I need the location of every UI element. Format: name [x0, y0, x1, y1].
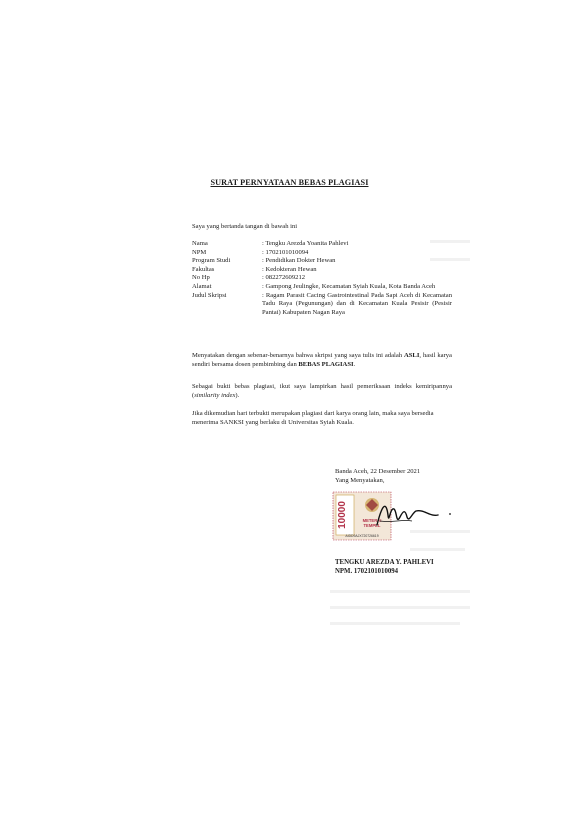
- identity-fields: [192, 240, 452, 317]
- field-row-alamat: [192, 283, 452, 292]
- field-label: Alamat: [192, 282, 212, 290]
- stamp-line2: TEMPEL: [363, 523, 381, 528]
- stamp-serial: AIDD9AJX720726619: [345, 534, 379, 538]
- evidence-paragraph: [192, 383, 452, 401]
- document-title: SURAT PERNYATAAN BEBAS PLAGIASI: [210, 178, 369, 187]
- field-label: Program Studi: [192, 257, 231, 265]
- evidence-text-end: ).: [235, 391, 240, 399]
- field-value: : 082272609212: [262, 274, 306, 282]
- statement-paragraph: [192, 352, 452, 370]
- field-value: : Ragam Parasit Cacing Gastrointestinal Pada Sapi Aceh di Kecamatan Tadu Raya (Pegunungan) dan di Kecamatan Kuala Pesisir (Pesisir Pantai) Kabupaten Nagan Raya: [262, 291, 452, 316]
- field-row-npm: [192, 249, 452, 258]
- sanction-paragraph: Jika dikemudian hari terbukti merupakan plagiasi dari karya orang lain, maka saya bersedia menerima SANKSI yang berlaku di Universitas Syiah Kuala.: [192, 410, 434, 426]
- field-label: Nama: [192, 240, 208, 247]
- field-value: : Kedokteran Hewan: [262, 265, 317, 273]
- field-row-fakultas: [192, 266, 452, 275]
- field-label: NPM: [192, 248, 207, 256]
- field-value: : Gampong Jeulingke, Kecamatan Syiah Kuala, Kota Banda Aceh: [262, 282, 436, 290]
- stamp-value: 10000: [337, 501, 348, 529]
- signature-block: [335, 467, 420, 485]
- handwritten-signature: [372, 495, 462, 535]
- field-label: No Hp: [192, 274, 210, 282]
- field-value: : 1702101010094: [262, 248, 309, 256]
- place-date: Banda Aceh, 22 Desember 2021: [335, 468, 421, 475]
- declarer-label: Yang Menyatakan,: [335, 477, 385, 484]
- field-value: : Tengku Arezda Yoanita Pahlevi: [262, 240, 349, 247]
- stamp-line1: METERAI: [362, 518, 382, 523]
- field-label: Judul Skripsi: [192, 291, 227, 299]
- intro-text: Saya yang bertanda tangan di bawah ini: [192, 223, 298, 230]
- asli-emphasis: ASLI: [404, 352, 420, 359]
- bebas-plagiasi-emphasis: BEBAS PLAGIASI: [298, 360, 354, 368]
- field-value: : Pendidikan Dokter Hewan: [262, 257, 336, 265]
- statement-text: Menyatakan dengan sebenar-benarnya bahwa skripsi yang saya tulis ini adalah: [192, 352, 404, 359]
- field-row-no-hp: [192, 274, 452, 283]
- similarity-index-term: similarity index: [194, 391, 236, 399]
- field-row-program-studi: [192, 257, 452, 266]
- field-row-nama: [192, 240, 452, 249]
- signer-name: TENGKU AREZDA Y. PAHLEVI: [335, 559, 434, 566]
- field-row-judul-skripsi: [192, 292, 452, 318]
- evidence-text: Sebagai bukti bebas plagiasi, ikut saya lampirkan hasil pemeriksaan indeks kemiripannya (: [192, 383, 452, 399]
- field-label: Fakultas: [192, 265, 215, 273]
- signer-npm: NPM. 1702101010094: [335, 568, 399, 576]
- statement-period: .: [353, 360, 356, 368]
- signer-block: [335, 558, 434, 577]
- statement-text-cont: , hasil karya sendiri bersama dosen pembimbing dan: [192, 352, 452, 368]
